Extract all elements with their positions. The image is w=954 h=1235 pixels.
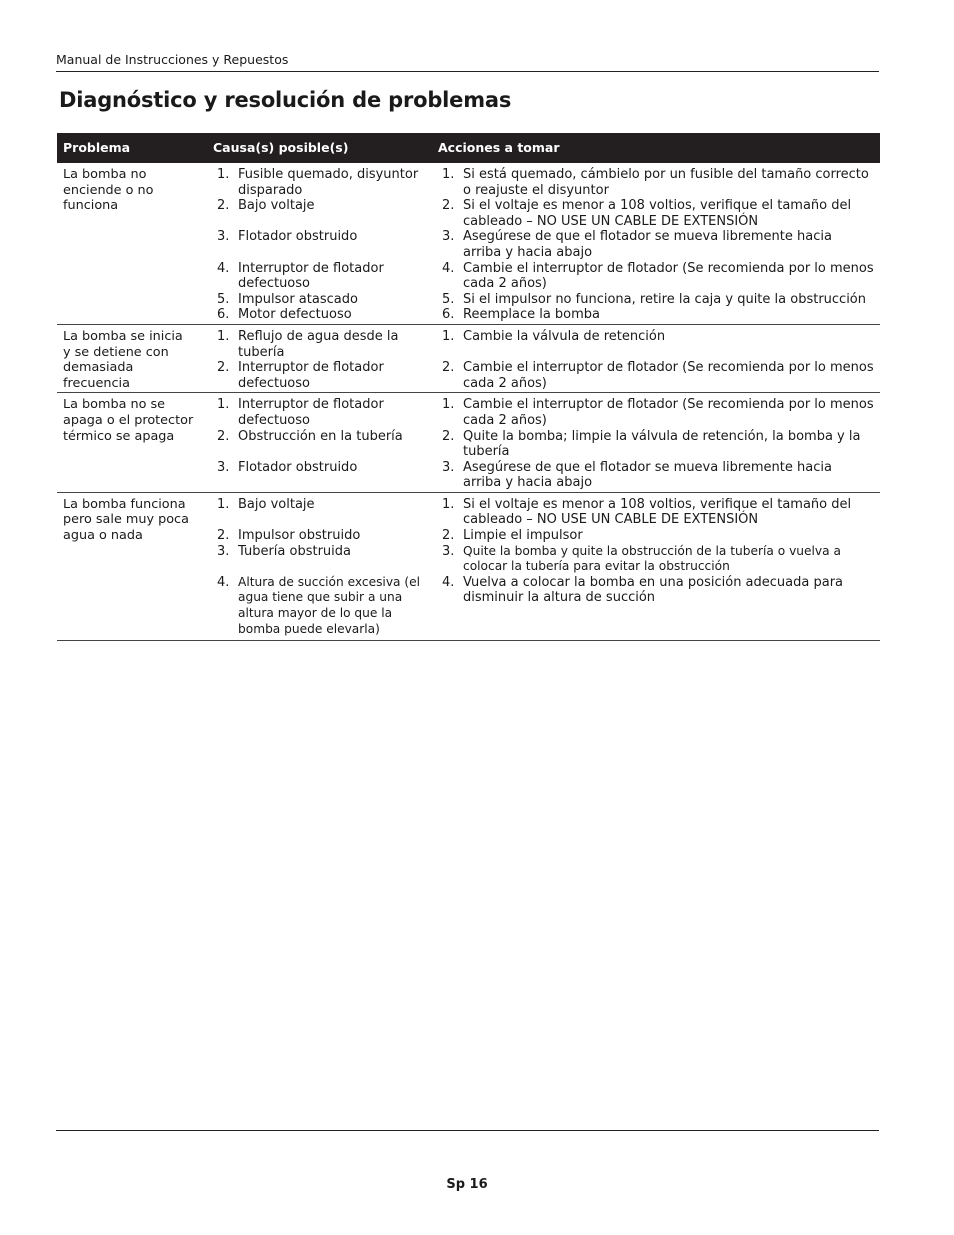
action-text: Quite la bomba; limpie la válvula de retención, la bomba y la tubería [463, 428, 861, 460]
problem-line: enciende o no [63, 182, 154, 198]
action-text: Cambie la válvula de retención [463, 328, 666, 344]
problem-cell [57, 324, 207, 392]
action-text: Si el voltaje es menor a 108 voltios, verifique el tamaño del cableado – NO USE UN CABLE DE EXTENSIÓN [463, 198, 852, 229]
item-number: 3. [217, 543, 230, 559]
causes-cell [207, 324, 432, 392]
item-number: 2. [217, 528, 230, 544]
item-number: 4. [217, 260, 230, 276]
table-row [57, 492, 880, 640]
problem-line: térmico se apaga [63, 428, 175, 444]
cause-item [213, 497, 426, 513]
cause-text: Interruptor de flotador defectuoso [238, 397, 384, 428]
footer-divider [56, 1130, 879, 1131]
actions-list [438, 397, 874, 491]
cause-text: Fusible quemado, disyuntor disparado [238, 167, 419, 198]
cause-item [213, 544, 426, 560]
item-number: 2. [217, 428, 230, 444]
action-text: Si está quemado, cámbielo por un fusible del tamaño correcto o reajuste el disyuntor [463, 167, 869, 198]
item-number: 1. [217, 397, 230, 413]
item-number: 2. [217, 198, 230, 214]
action-text: Vuelva a colocar la bomba en una posición adecuada para disminuir la altura de succión [463, 574, 844, 606]
cause-text: Bajo voltaje [238, 198, 315, 214]
problem-line: La bomba no se [63, 397, 166, 413]
cause-text: Interruptor de flotador defectuoso [238, 360, 384, 391]
problem-line: demasiada frecuencia [63, 360, 134, 391]
cause-item [213, 229, 426, 245]
action-text: Asegúrese de que el flotador se mueva libremente hacia arriba y hacia abajo [463, 459, 832, 491]
cause-item [213, 460, 426, 476]
item-number: 3. [442, 459, 455, 475]
cause-text: Flotador obstruido [238, 229, 358, 245]
action-text: Si el impulsor no funciona, retire la caja y quite la obstrucción [463, 291, 866, 307]
column-header-causes: Causa(s) posible(s) [207, 133, 432, 163]
cause-item [213, 397, 426, 428]
action-item [438, 575, 874, 606]
cause-item [213, 167, 426, 198]
action-item [438, 229, 874, 260]
cause-text: Tubería obstruida [238, 543, 352, 559]
cause-text: Impulsor atascado [238, 291, 358, 307]
item-number: 2. [442, 528, 455, 544]
action-text: Si el voltaje es menor a 108 voltios, verifique el tamaño del cableado – NO USE UN CABLE DE EXTENSIÓN [463, 496, 852, 528]
problem-line: La bomba se inicia [63, 328, 183, 344]
problem-line: agua o nada [63, 528, 143, 544]
problem-cell [57, 163, 207, 324]
cause-text: Interruptor de flotador defectuoso [238, 260, 384, 292]
item-number: 3. [217, 229, 230, 245]
item-number: 2. [442, 428, 455, 444]
cause-text: Altura de succión excesiva (el agua tiene que subir a una altura mayor de lo que la bomba puede elevarla) [238, 574, 421, 636]
causes-list [213, 397, 426, 475]
troubleshooting-table [57, 133, 880, 641]
actions-cell [432, 492, 880, 640]
item-number: 3. [217, 459, 230, 475]
action-item [438, 544, 874, 575]
item-number: 1. [442, 496, 455, 512]
cause-item [213, 261, 426, 292]
cause-text: Impulsor obstruido [238, 528, 361, 544]
action-item [438, 198, 874, 229]
causes-list [213, 329, 426, 391]
item-number: 3. [442, 543, 455, 559]
action-text: Asegúrese de que el flotador se mueva libremente hacia arriba y hacia abajo [463, 229, 832, 260]
problem-line: apaga o el protector [63, 412, 194, 428]
item-number: 4. [442, 574, 455, 590]
action-text: Cambie el interruptor de flotador (Se recomienda por lo menos cada 2 años) [463, 397, 874, 428]
cause-text: Obstrucción en la tubería [238, 428, 403, 444]
problem-line: y se detiene con [63, 344, 169, 360]
item-number: 3. [442, 229, 455, 245]
table-header-row [57, 133, 880, 163]
problem-line: La bomba funciona [63, 496, 186, 512]
cause-text: Flotador obstruido [238, 459, 358, 475]
actions-list [438, 329, 874, 391]
item-number: 6. [217, 307, 230, 323]
action-text: Reemplace la bomba [463, 307, 601, 323]
item-number: 4. [217, 574, 230, 590]
action-item [438, 528, 874, 544]
page-number: Sp 16 [446, 1177, 488, 1192]
page-title: Diagnóstico y resolución de problemas [59, 88, 512, 112]
action-text: Limpie el impulsor [463, 528, 583, 544]
causes-list [213, 497, 426, 637]
problem-line: La bomba no [63, 167, 147, 182]
actions-list [438, 497, 874, 606]
item-number: 1. [442, 167, 455, 182]
cause-item [213, 429, 426, 445]
causes-list [213, 167, 426, 323]
item-number: 2. [442, 198, 455, 214]
problem-cell [57, 492, 207, 640]
item-number: 2. [442, 360, 455, 376]
cause-item [213, 575, 426, 637]
action-item [438, 460, 874, 491]
item-number: 1. [442, 328, 455, 344]
column-header-actions: Acciones a tomar [432, 133, 880, 163]
item-number: 5. [442, 291, 455, 307]
problem-line: pero sale muy poca [63, 512, 189, 528]
problem-cell [57, 393, 207, 493]
table-row [57, 393, 880, 493]
actions-list [438, 167, 874, 323]
action-item [438, 429, 874, 460]
action-item [438, 307, 874, 323]
cause-item [213, 360, 426, 391]
table-row [57, 163, 880, 324]
item-number: 1. [442, 397, 455, 413]
actions-cell [432, 393, 880, 493]
item-number: 2. [217, 360, 230, 376]
table-row [57, 324, 880, 392]
action-item [438, 497, 874, 528]
causes-cell [207, 393, 432, 493]
action-item [438, 360, 874, 391]
cause-text: Bajo voltaje [238, 496, 315, 512]
actions-cell [432, 163, 880, 324]
cause-text: Reflujo de agua desde la tubería [238, 328, 399, 360]
cause-item [213, 292, 426, 308]
problem-line: funciona [63, 198, 119, 214]
item-number: 1. [217, 496, 230, 512]
causes-cell [207, 163, 432, 324]
item-number: 6. [442, 307, 455, 323]
running-header: Manual de Instrucciones y Repuestos [56, 52, 879, 72]
item-number: 4. [442, 260, 455, 276]
action-text: Cambie el interruptor de flotador (Se recomienda por lo menos cada 2 años) [463, 360, 874, 391]
action-item [438, 329, 874, 345]
item-number: 1. [217, 167, 230, 182]
action-item [438, 261, 874, 292]
item-number: 5. [217, 291, 230, 307]
cause-item [213, 528, 426, 544]
action-item [438, 397, 874, 428]
action-item [438, 167, 874, 198]
cause-item [213, 329, 426, 360]
item-number: 1. [217, 328, 230, 344]
cause-text: Motor defectuoso [238, 307, 352, 323]
cause-item [213, 307, 426, 323]
action-text: Quite la bomba y quite la obstrucción de la tubería o vuelva a colocar la tubería para evitar la obstrucción [463, 543, 841, 574]
column-header-problem: Problema [57, 133, 207, 163]
actions-cell [432, 324, 880, 392]
action-text: Cambie el interruptor de flotador (Se recomienda por lo menos cada 2 años) [463, 260, 874, 292]
cause-item [213, 198, 426, 214]
causes-cell [207, 492, 432, 640]
action-item [438, 292, 874, 308]
